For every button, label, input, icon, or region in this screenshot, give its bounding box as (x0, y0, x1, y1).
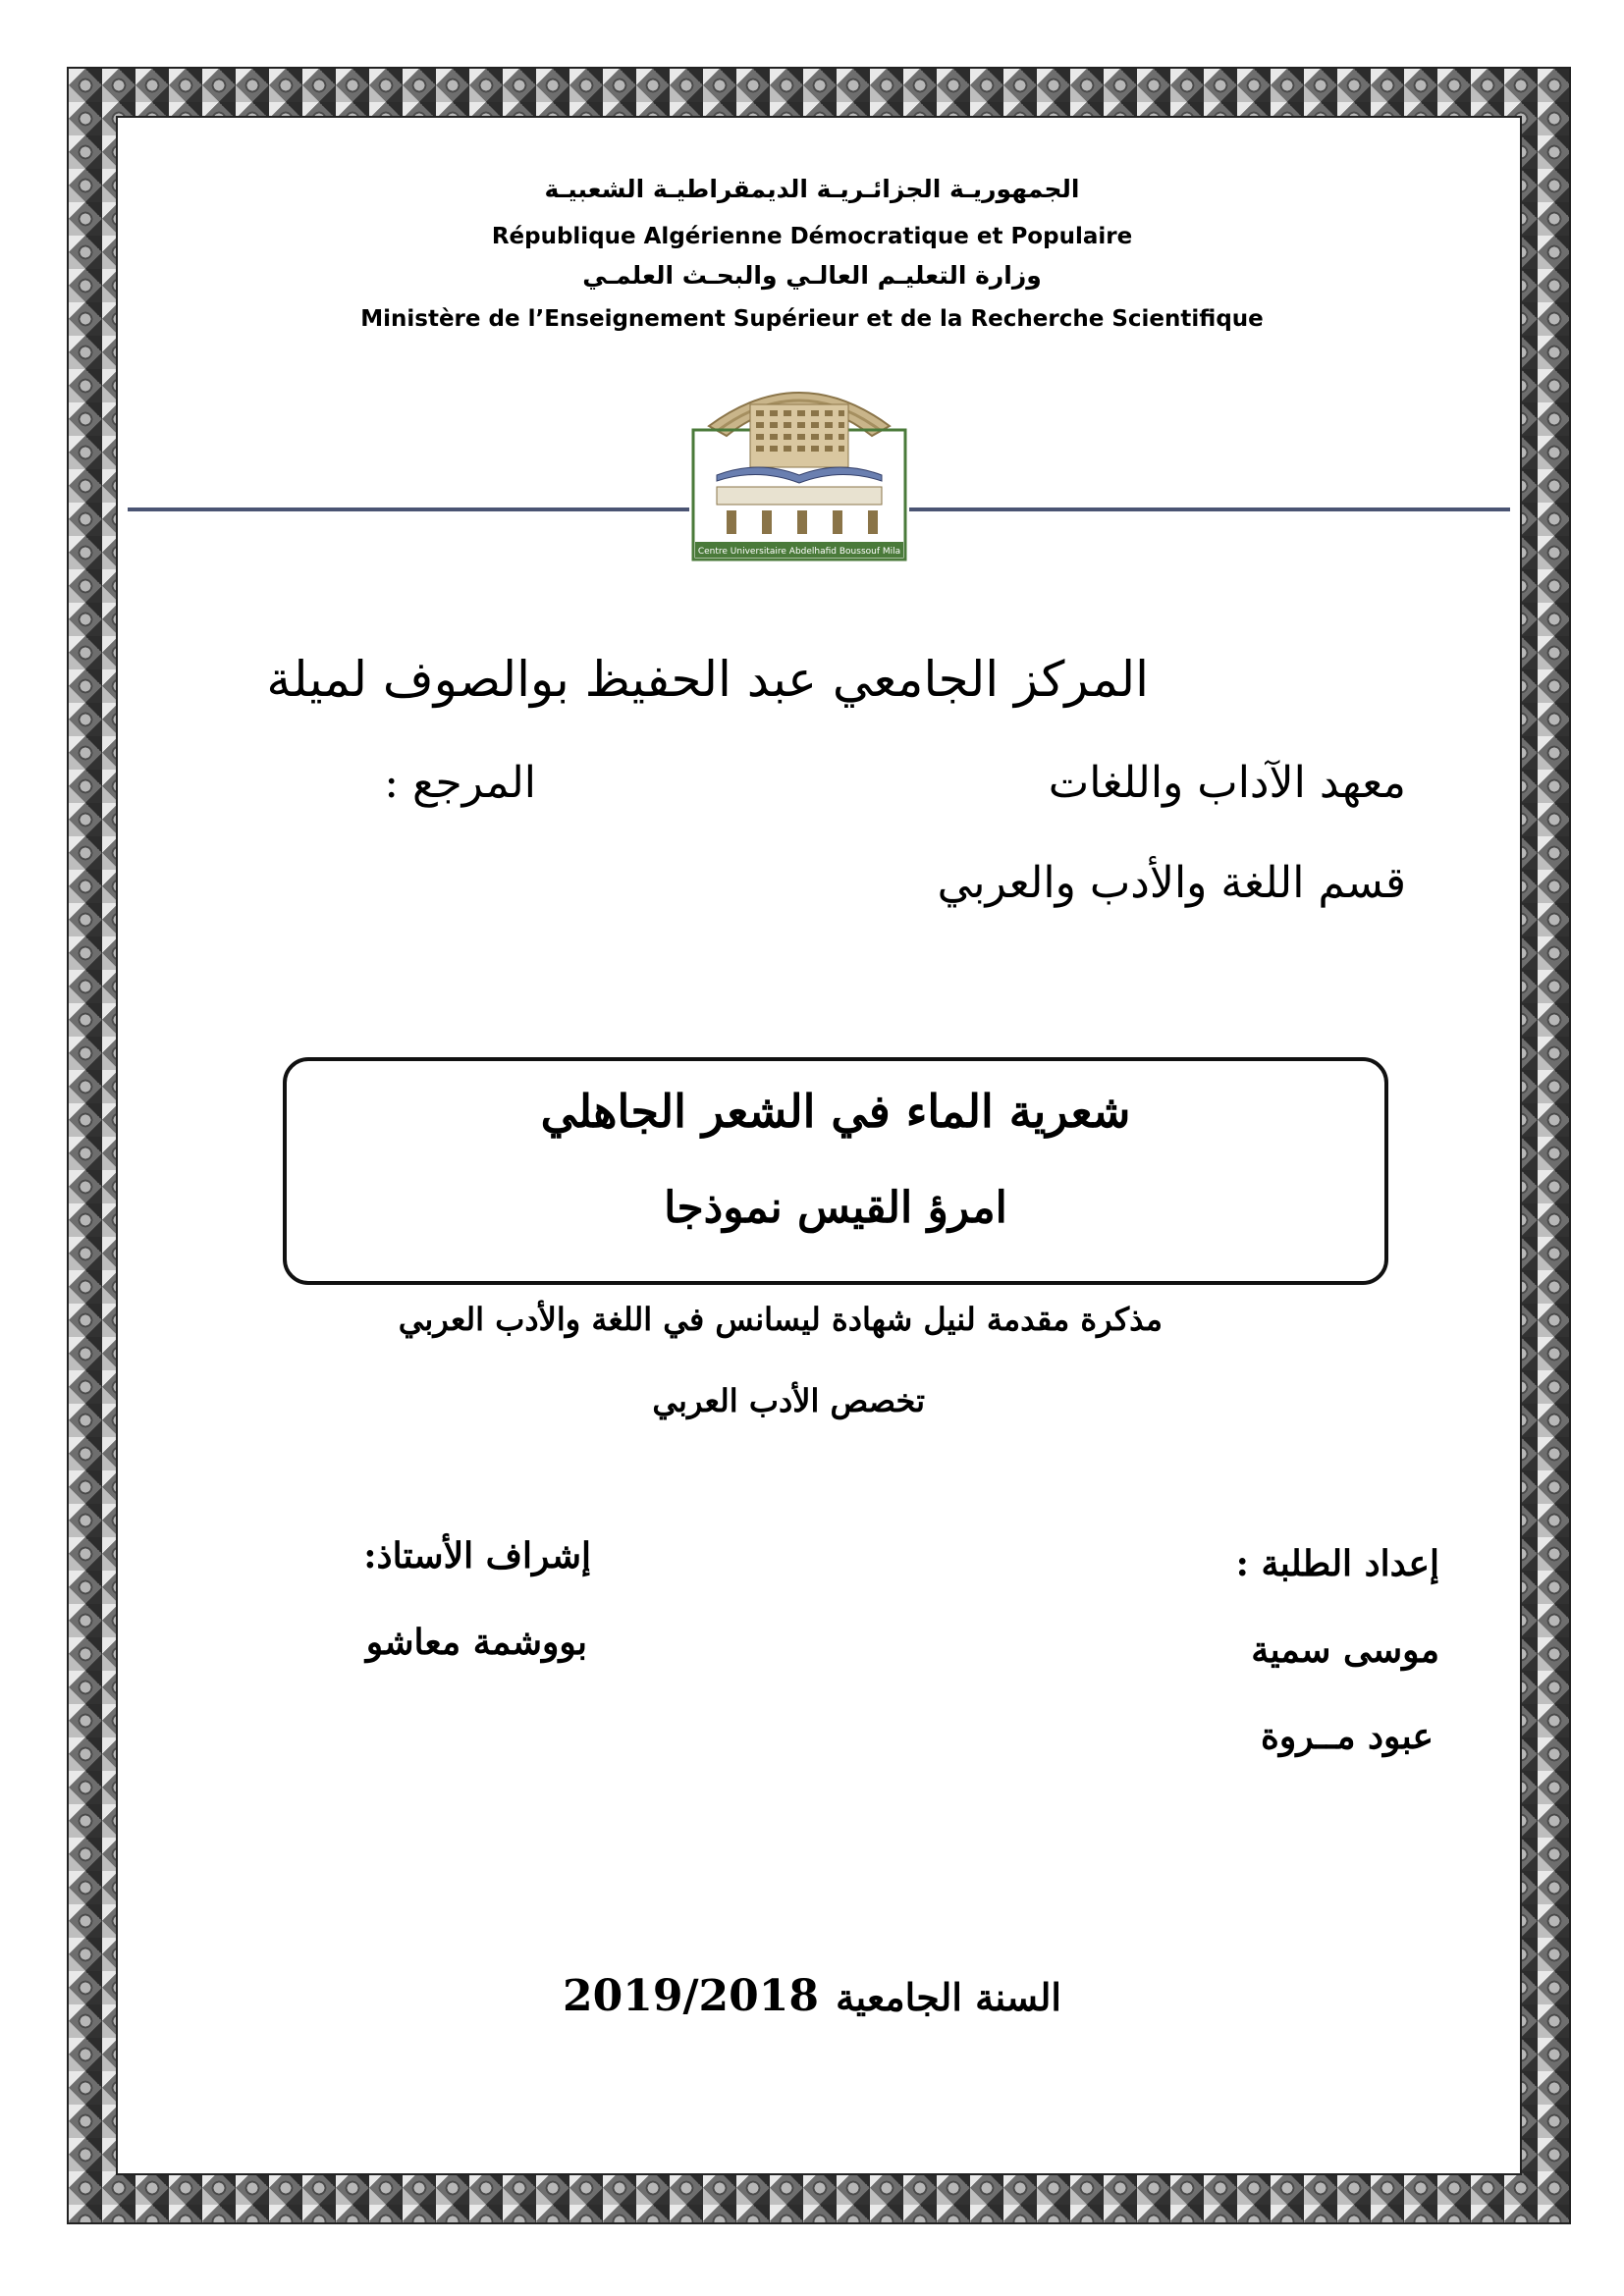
supervisor-label: إشراف الأستاذ: (363, 1535, 591, 1576)
center-name: المركز الجامعي عبد الحفيظ بوالصوف لميلة (266, 651, 1149, 708)
republic-arabic: الجمهوريـة الجزائـريـة الديمقراطيـة الشعبيـة (544, 175, 1080, 203)
header-rule-left (128, 507, 689, 511)
ministry-french: Ministère de l’Enseignement Supérieur et de la Recherche Scientifique (360, 306, 1264, 332)
thesis-title-box (283, 1057, 1388, 1285)
students-label: إعداد الطلبة : (1235, 1543, 1439, 1584)
reference-label: المرجع : (384, 758, 536, 808)
thesis-title: شعرية الماء في الشعر الجاهلي (540, 1085, 1131, 1138)
logo-caption: Centre Universitaire Abdelhafid Boussouf Mila (697, 547, 901, 557)
department-name: قسم اللغة والأدب والعربي (937, 858, 1406, 908)
header-rule-right (909, 507, 1510, 511)
degree-statement: مذكرة مقدمة لنيل شهادة ليسانس في اللغة والأدب العربي (398, 1301, 1163, 1338)
student-name-1: موسى سمية (1251, 1629, 1439, 1671)
republic-french: République Algérienne Démocratique et Populaire (491, 224, 1133, 249)
ministry-arabic: وزارة التعليـم العالـي والبحـث العلمـي (582, 261, 1042, 290)
supervisor-name: بووشمة معاشو (365, 1622, 587, 1663)
university-logo (687, 365, 911, 561)
academic-year-value: 2019/2018 (563, 1971, 820, 2021)
institute-name: معهد الآداب واللغات (1048, 758, 1406, 808)
academic-year-label: السنة الجامعية (836, 1975, 1061, 2019)
degree-specialty: تخصص الأدب العربي (652, 1382, 925, 1419)
student-name-2: عبود مــروة (1261, 1716, 1434, 1757)
academic-year (0, 1971, 1624, 2021)
thesis-subtitle: امرؤ القيس نموذجا (664, 1183, 1007, 1233)
